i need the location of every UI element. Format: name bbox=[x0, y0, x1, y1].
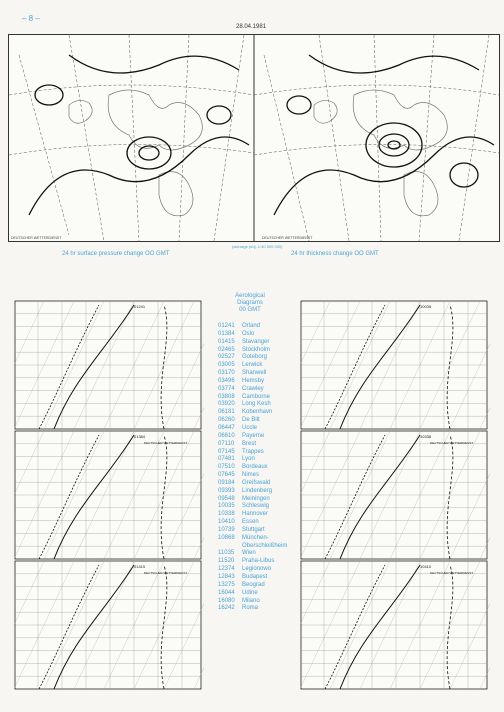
station-code: 03170 bbox=[218, 370, 235, 377]
station-name: Orland bbox=[242, 323, 261, 329]
station-name: Lerwick bbox=[242, 362, 263, 369]
station-name: Bordeaux bbox=[242, 464, 268, 471]
station-row bbox=[218, 527, 308, 535]
station-row bbox=[218, 535, 308, 543]
station-name: Shanwell bbox=[242, 370, 267, 377]
station-row bbox=[218, 339, 308, 347]
station-row bbox=[218, 354, 308, 362]
map-footer-left: DEUTSCHER WETTERDIENST bbox=[11, 236, 62, 240]
map-scale: (average proj. 1:40 000 000) bbox=[232, 244, 283, 249]
station-name: Budapest bbox=[242, 574, 268, 580]
station-name: Oslo bbox=[242, 330, 255, 337]
station-row bbox=[218, 480, 308, 488]
station-name: Camborne bbox=[242, 393, 271, 400]
station-list bbox=[218, 323, 308, 613]
station-code: 07510 bbox=[218, 464, 235, 471]
station-row bbox=[218, 433, 308, 441]
station-code: 10338 bbox=[218, 511, 235, 518]
station-name: Long Kesh bbox=[242, 401, 271, 408]
page-date: 28.04.1981 bbox=[236, 24, 267, 30]
station-row bbox=[218, 590, 308, 598]
station-code: 13275 bbox=[218, 581, 235, 588]
station-row bbox=[218, 401, 308, 409]
aerological-diagram bbox=[14, 561, 204, 689]
station-name: Wien bbox=[242, 550, 256, 557]
station-name: Hemsby bbox=[242, 377, 265, 384]
station-code: 16242 bbox=[218, 605, 235, 612]
station-name: Stuttgart bbox=[242, 526, 265, 533]
page-number: – 8 – bbox=[22, 14, 40, 23]
station-name: Meiningen bbox=[242, 495, 270, 502]
aerological-title-line: Aerological bbox=[235, 293, 265, 299]
station-code: 03496 bbox=[218, 377, 235, 384]
station-row bbox=[218, 543, 308, 551]
diagram-station-tag: 10338 bbox=[420, 434, 432, 439]
aerological-diagram bbox=[300, 561, 490, 689]
station-row bbox=[218, 566, 308, 574]
station-code: 11520 bbox=[218, 558, 235, 565]
station-name: Milano bbox=[242, 597, 260, 604]
station-name: Payerne bbox=[242, 432, 265, 439]
station-code: 01241 bbox=[218, 323, 235, 329]
station-row bbox=[218, 550, 308, 558]
station-code: 09548 bbox=[218, 495, 235, 502]
aerological-diagram bbox=[300, 431, 490, 559]
station-code: 16080 bbox=[218, 597, 235, 604]
station-name: Hannover bbox=[242, 511, 269, 518]
station-row bbox=[218, 456, 308, 464]
station-code: 02465 bbox=[218, 346, 235, 353]
diagram-dwd-label: DEUTSCHER WETTERDIENST bbox=[144, 571, 188, 575]
station-code: 10868 bbox=[218, 534, 235, 541]
right-diagram-column bbox=[300, 300, 490, 690]
pressure-change-isolines bbox=[29, 55, 249, 215]
station-row bbox=[218, 472, 308, 480]
station-name: Nimes bbox=[242, 472, 260, 479]
station-code: 09393 bbox=[218, 487, 235, 494]
station-row bbox=[218, 347, 308, 355]
station-name: Stavanger bbox=[242, 338, 270, 345]
station-row bbox=[218, 503, 308, 511]
station-row bbox=[218, 582, 308, 590]
weather-maps-svg bbox=[9, 35, 499, 241]
station-row bbox=[218, 409, 308, 417]
station-code: 07481 bbox=[218, 456, 235, 463]
aerological-diagram bbox=[14, 431, 204, 559]
station-code: 07110 bbox=[218, 440, 235, 447]
station-code: 07145 bbox=[218, 448, 235, 455]
station-row bbox=[218, 488, 308, 496]
right-diagrams-svg bbox=[300, 300, 490, 690]
right-map-caption: 24 hr thickness change OO GMT bbox=[291, 251, 379, 257]
station-name: München- bbox=[242, 534, 269, 541]
station-name: Lindenberg bbox=[242, 487, 273, 494]
aerological-title bbox=[220, 293, 280, 314]
station-code: 07645 bbox=[218, 472, 235, 479]
station-row bbox=[218, 598, 308, 606]
left-map-caption: 24 hr surface pressure change OO GMT bbox=[62, 251, 170, 257]
station-row bbox=[218, 574, 308, 582]
aerological-diagram bbox=[14, 301, 204, 429]
left-diagrams-svg bbox=[14, 300, 204, 690]
station-name: Uccle bbox=[242, 424, 258, 431]
diagram-station-tag: 01415 bbox=[134, 564, 146, 569]
diagram-station-tag: 01384 bbox=[134, 434, 146, 439]
station-name: Kobenhavn bbox=[242, 409, 273, 416]
diagram-station-tag: 10410 bbox=[420, 564, 432, 569]
left-diagram-column bbox=[14, 300, 204, 690]
station-code: 06610 bbox=[218, 432, 235, 439]
station-row bbox=[218, 464, 308, 472]
station-code: 01384 bbox=[218, 330, 235, 337]
station-code: 03774 bbox=[218, 385, 235, 392]
station-name: Lyon bbox=[242, 456, 255, 463]
station-row bbox=[218, 362, 308, 370]
station-row bbox=[218, 394, 308, 402]
station-name: Beograd bbox=[242, 581, 265, 588]
station-name: Oberschleißheim bbox=[242, 542, 288, 549]
station-code: 09184 bbox=[218, 479, 235, 486]
station-row bbox=[218, 370, 308, 378]
station-row bbox=[218, 558, 308, 566]
station-code: 10410 bbox=[218, 519, 235, 526]
station-row bbox=[218, 378, 308, 386]
diagram-dwd-label: DEUTSCHER WETTERDIENST bbox=[144, 441, 188, 445]
station-name: Legionowo bbox=[242, 566, 272, 573]
station-code: 01415 bbox=[218, 338, 235, 345]
station-code: 12374 bbox=[218, 566, 235, 573]
station-row bbox=[218, 511, 308, 519]
station-code: 03005 bbox=[218, 362, 235, 369]
station-row bbox=[218, 519, 308, 527]
station-code: 06260 bbox=[218, 417, 235, 424]
diagram-dwd-label: DEUTSCHER WETTERDIENST bbox=[430, 441, 474, 445]
weather-maps-panel bbox=[8, 34, 500, 242]
station-name: Schleswig bbox=[242, 503, 270, 510]
station-row bbox=[218, 417, 308, 425]
station-code: 06447 bbox=[218, 424, 235, 431]
station-row bbox=[218, 386, 308, 394]
station-code: 16044 bbox=[218, 589, 235, 596]
station-code: 06181 bbox=[218, 409, 235, 416]
station-code: 10035 bbox=[218, 503, 235, 510]
station-name: Roma bbox=[242, 605, 259, 612]
station-name: Udine bbox=[242, 589, 258, 596]
diagram-station-tag: 01241 bbox=[134, 304, 146, 309]
station-code: 02527 bbox=[218, 354, 235, 361]
map-footer-right: DEUTSCHER WETTERDIENST bbox=[262, 236, 313, 240]
thickness-change-isolines bbox=[274, 55, 494, 215]
diagram-dwd-label: DEUTSCHER WETTERDIENST bbox=[430, 571, 474, 575]
station-name: Brest bbox=[242, 440, 257, 447]
station-name: Goteborg bbox=[242, 354, 268, 361]
station-name: Greifswald bbox=[242, 479, 271, 486]
station-row bbox=[218, 331, 308, 339]
station-row bbox=[218, 496, 308, 504]
station-name: De Bilt bbox=[242, 417, 260, 424]
station-code: 10739 bbox=[218, 526, 235, 533]
station-name: Stockholm bbox=[242, 346, 271, 353]
station-row bbox=[218, 425, 308, 433]
station-row bbox=[218, 449, 308, 457]
station-row bbox=[218, 323, 308, 331]
station-code: 12843 bbox=[218, 574, 235, 580]
aerological-title-line: 00 GMT bbox=[239, 307, 261, 313]
aerological-diagram bbox=[300, 301, 490, 429]
station-code: 03920 bbox=[218, 401, 235, 408]
diagram-station-tag: 10035 bbox=[420, 304, 432, 309]
station-name: Praha-Libus bbox=[242, 558, 275, 565]
station-name: Crawley bbox=[242, 385, 264, 392]
station-name: Trappes bbox=[242, 448, 264, 455]
station-name: Essen bbox=[242, 519, 259, 526]
station-code: 11035 bbox=[218, 550, 235, 557]
station-row bbox=[218, 605, 308, 613]
coastlines bbox=[69, 90, 447, 216]
aerological-title-line: Diagrams bbox=[237, 300, 263, 306]
station-row bbox=[218, 441, 308, 449]
station-code: 03808 bbox=[218, 393, 235, 400]
